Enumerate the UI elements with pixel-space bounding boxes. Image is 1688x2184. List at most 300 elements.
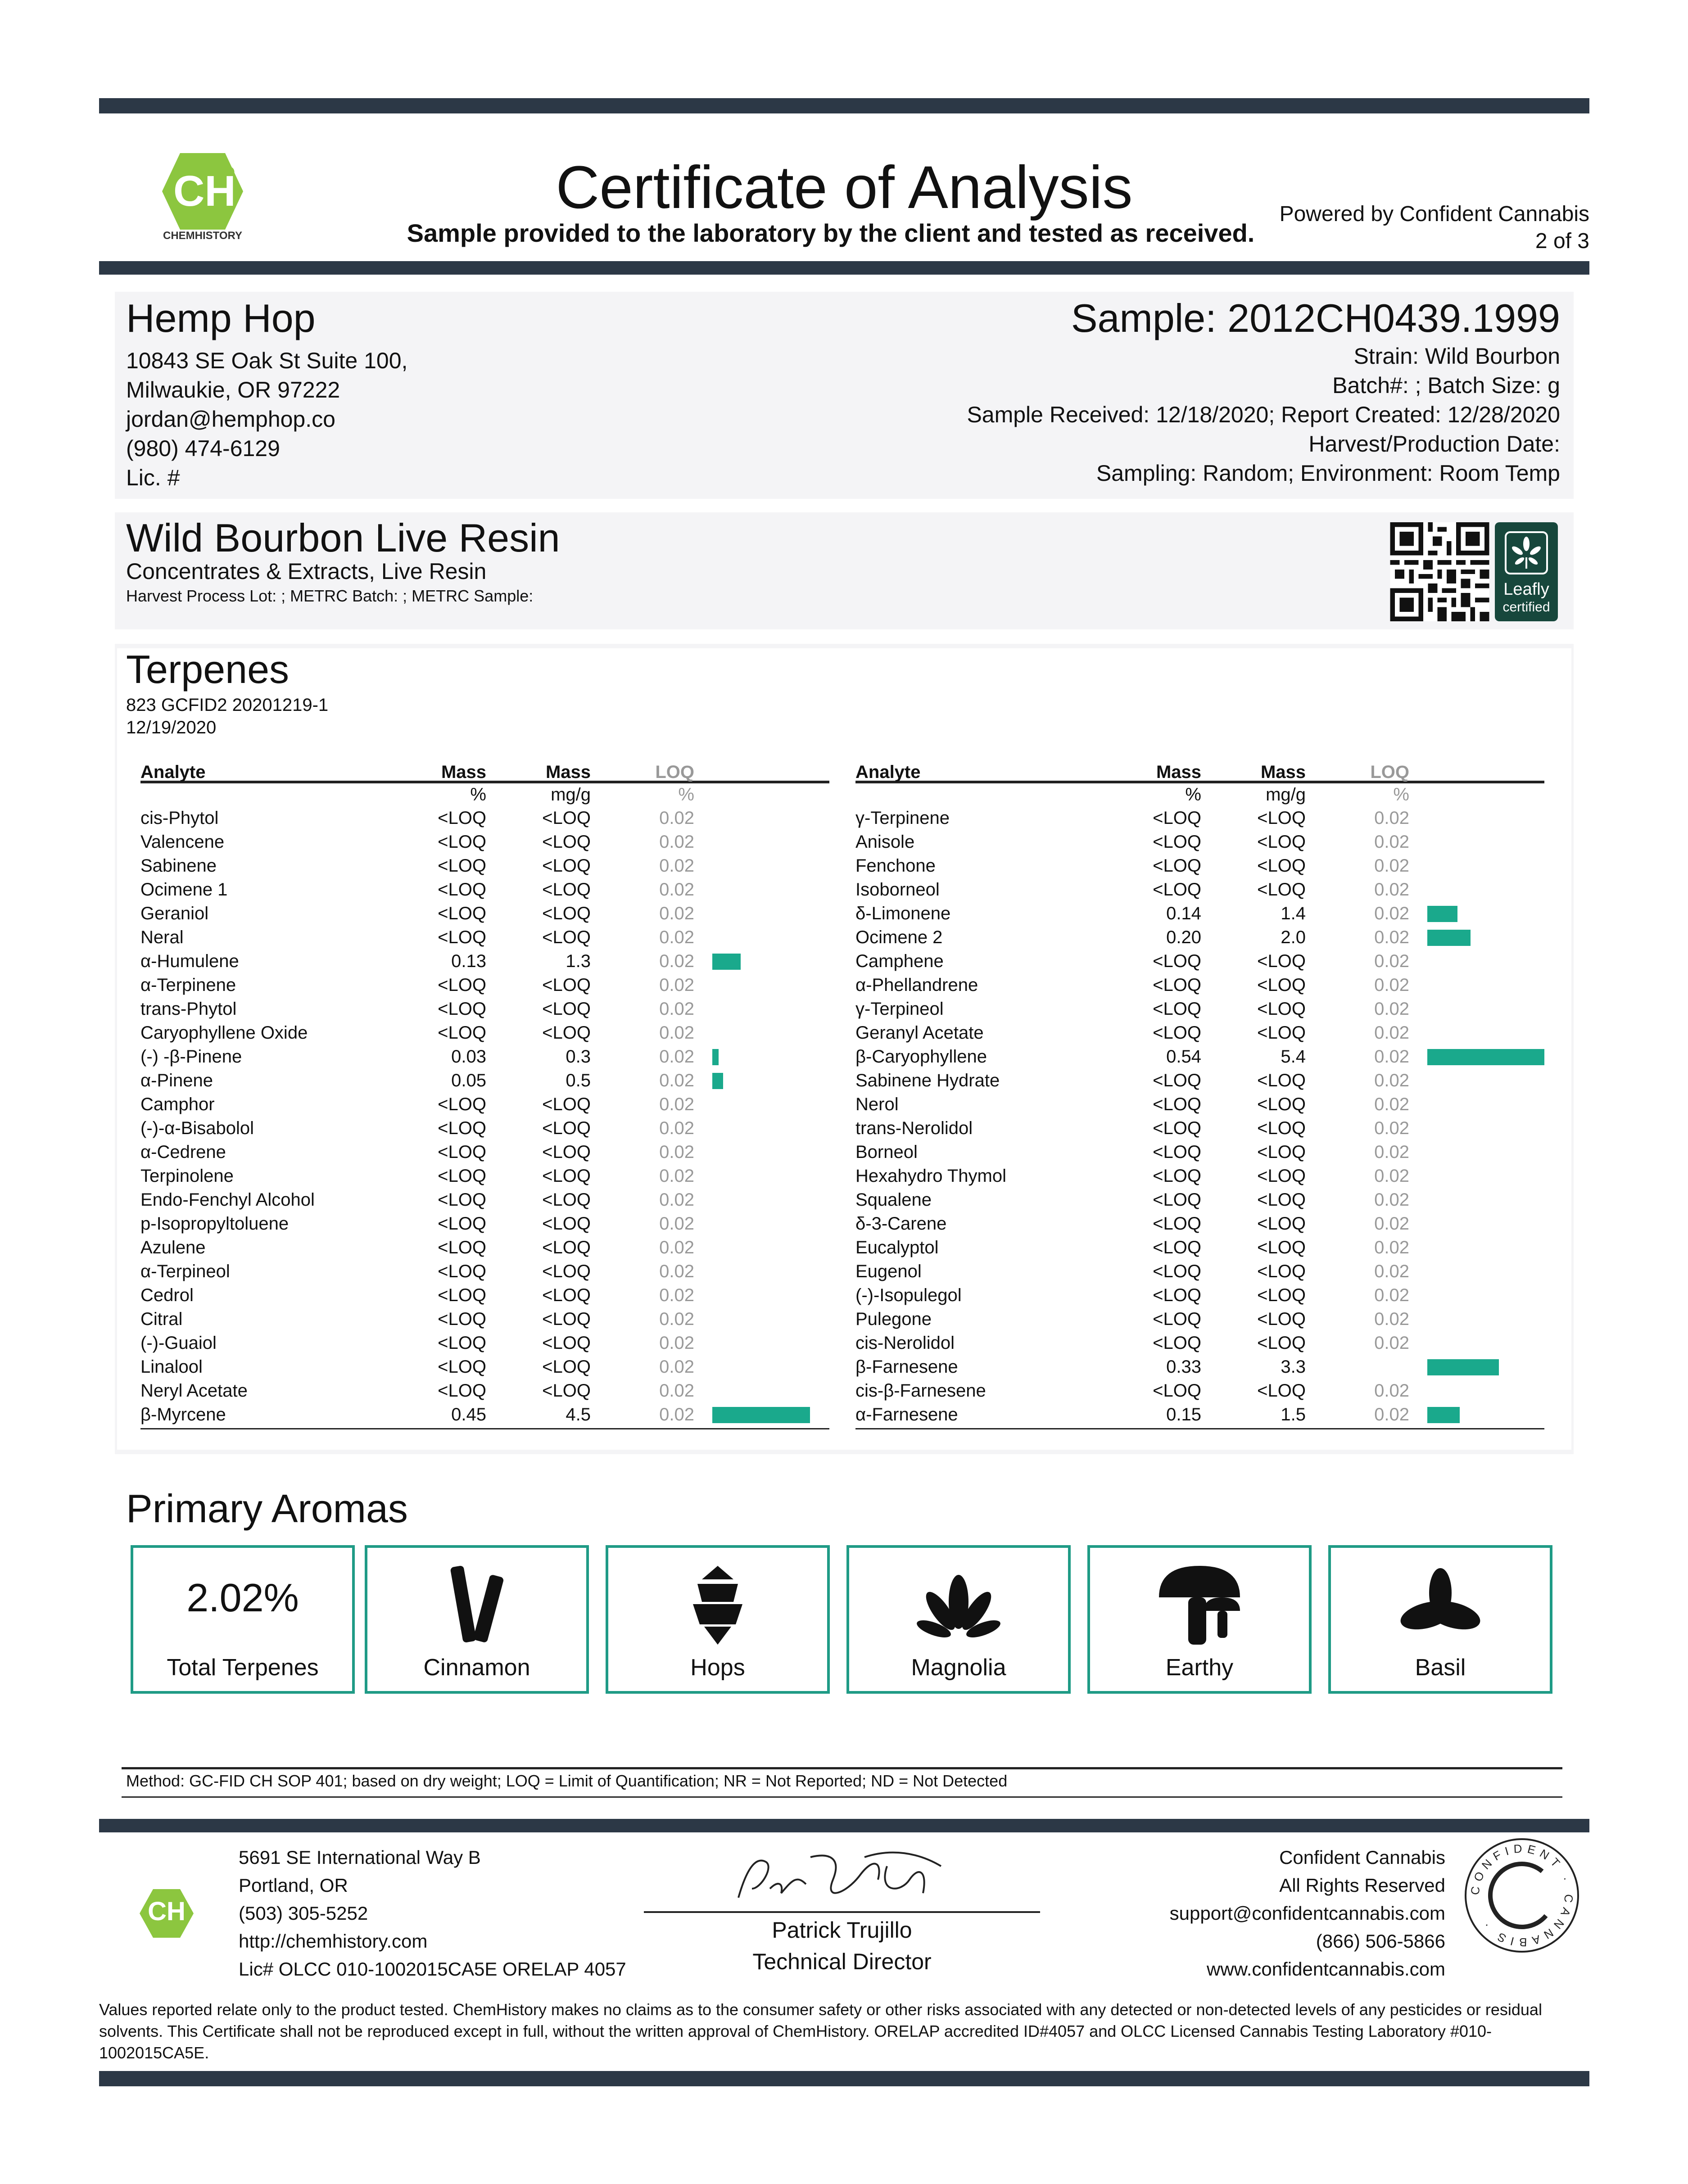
aroma-label-cinnamon: Cinnamon	[423, 1655, 530, 1681]
mass-pct: <LOQ	[438, 1023, 486, 1043]
mass-pct: <LOQ	[438, 880, 486, 900]
analyte-name: Sabinene	[140, 856, 217, 876]
loq-value: 0.02	[1374, 1190, 1409, 1210]
concentration-bar	[1427, 1407, 1460, 1423]
aroma-basil	[1328, 1545, 1552, 1694]
mass-mg: <LOQ	[542, 880, 591, 900]
analyte-name: δ-3-Carene	[855, 1214, 947, 1234]
header-analyte: Analyte	[140, 762, 206, 782]
table-row	[140, 974, 829, 998]
loq-value: 0.02	[659, 856, 694, 876]
table-row	[855, 855, 1544, 878]
signer-name: Patrick Trujillo	[772, 1917, 912, 1943]
mass-mg: 1.4	[1281, 904, 1306, 923]
table-row	[140, 1022, 829, 1045]
mass-pct: 0.03	[451, 1047, 486, 1067]
loq-value: 0.02	[1374, 1047, 1409, 1067]
table-row	[855, 1403, 1544, 1427]
lab-line2: Portland, OR	[239, 1875, 348, 1896]
header-divider	[99, 261, 1589, 275]
mass-mg: <LOQ	[542, 808, 591, 828]
loq-value: 0.02	[659, 1071, 694, 1090]
mass-pct: <LOQ	[1153, 1381, 1201, 1401]
loq-value: 0.02	[659, 1190, 694, 1210]
mass-mg: <LOQ	[1257, 880, 1306, 900]
loq-value: 0.02	[1374, 880, 1409, 900]
table-row	[140, 878, 829, 902]
mass-pct: <LOQ	[438, 1142, 486, 1162]
loq-value: 0.02	[659, 1214, 694, 1234]
sample-id: Sample: 2012CH0439.1999	[1071, 296, 1560, 340]
lab-line5: Lic# OLCC 010-1002015CA5E ORELAP 4057	[239, 1958, 626, 1980]
analyte-name: β-Myrcene	[140, 1405, 226, 1424]
analyte-name: Cedrol	[140, 1285, 194, 1305]
leafly-leaf-icon	[1504, 530, 1549, 575]
mass-mg: <LOQ	[542, 1023, 591, 1043]
analyte-name: (-)-Guaiol	[140, 1333, 217, 1353]
mass-mg: <LOQ	[1257, 1309, 1306, 1329]
sample-harvest: Harvest/Production Date:	[1308, 431, 1560, 457]
mass-mg: 3.3	[1281, 1357, 1306, 1377]
table-row	[140, 1308, 829, 1332]
mass-pct: <LOQ	[1153, 1285, 1201, 1305]
table-row	[140, 1093, 829, 1117]
page-number: 2 of 3	[1535, 229, 1589, 253]
mass-pct: <LOQ	[438, 999, 486, 1019]
loq-value: 0.02	[1374, 1285, 1409, 1305]
table-units	[855, 783, 1544, 807]
sample-batch: Batch#: ; Batch Size: g	[1332, 373, 1560, 398]
table-row	[855, 950, 1544, 974]
client-name: Hemp Hop	[126, 296, 316, 340]
loq-value: 0.02	[1374, 1309, 1409, 1329]
mass-mg: <LOQ	[1257, 1214, 1306, 1234]
mass-pct: 0.54	[1166, 1047, 1201, 1067]
table-row	[855, 1045, 1544, 1069]
mass-mg: <LOQ	[542, 904, 591, 923]
mass-mg: <LOQ	[1257, 1094, 1306, 1114]
analyte-name: β-Caryophyllene	[855, 1047, 987, 1067]
mass-mg: <LOQ	[542, 1333, 591, 1353]
loq-value: 0.02	[1374, 1094, 1409, 1114]
analyte-name: (-)-α-Bisabolol	[140, 1118, 254, 1138]
mass-mg: <LOQ	[1257, 1190, 1306, 1210]
analyte-name: cis-Nerolidol	[855, 1333, 955, 1353]
loq-value: 0.02	[1374, 1238, 1409, 1257]
client-license: Lic. #	[126, 465, 180, 490]
table-row	[140, 1356, 829, 1379]
sample-strain: Strain: Wild Bourbon	[1353, 344, 1560, 369]
mass-mg: <LOQ	[1257, 1262, 1306, 1281]
table-row	[855, 807, 1544, 831]
mass-pct: <LOQ	[1153, 1262, 1201, 1281]
mass-pct: <LOQ	[1153, 1214, 1201, 1234]
analyte-name: Neryl Acetate	[140, 1381, 248, 1401]
table-row	[855, 1022, 1544, 1045]
lab-line4[interactable]: http://chemhistory.com	[239, 1931, 428, 1952]
analyte-name: α-Cedrene	[140, 1142, 226, 1162]
mass-pct: <LOQ	[438, 975, 486, 995]
table-row	[140, 1141, 829, 1165]
table-row	[855, 831, 1544, 855]
client-email: jordan@hemphop.co	[126, 407, 335, 432]
table-header	[140, 761, 829, 783]
mass-pct: <LOQ	[438, 1214, 486, 1234]
mass-pct: <LOQ	[1153, 808, 1201, 828]
total-terpenes-label: Total Terpenes	[167, 1655, 319, 1681]
footer-logo-letters: CH	[148, 1897, 186, 1926]
mass-pct: <LOQ	[1153, 880, 1201, 900]
mass-mg: <LOQ	[542, 1190, 591, 1210]
analyte-name: Geraniol	[140, 904, 209, 923]
disclaimer: Values reported relate only to the product tested. ChemHistory makes no claims as to the consumer safety or other risks associated with any detected or non-detected levels of any pesticides or residual solvents. This Certificate shall not be reproduced except in full, without the written approval of ChemHistory. ORELAP accredited ID#4057 and OLCC Licensed Cannabis Testing Laboratory #010-1002015CA5E.	[99, 2000, 1542, 2062]
aroma-magnolia	[846, 1545, 1071, 1694]
mass-pct: 0.45	[451, 1405, 486, 1424]
cc-line2: All Rights Reserved	[1279, 1875, 1445, 1896]
loq-value: 0.02	[659, 1405, 694, 1424]
method-top-line	[122, 1767, 1562, 1769]
table-row	[140, 902, 829, 926]
logo-letters: CH	[173, 167, 236, 215]
mass-pct: <LOQ	[438, 904, 486, 923]
cc-line5[interactable]: www.confidentcannabis.com	[1207, 1958, 1445, 1980]
aroma-label-basil: Basil	[1415, 1655, 1466, 1681]
analyte-name: cis-β-Farnesene	[855, 1381, 986, 1401]
mass-pct: <LOQ	[1153, 856, 1201, 876]
mass-pct: <LOQ	[438, 1118, 486, 1138]
basil-icon	[1395, 1561, 1485, 1647]
signer-title: Technical Director	[752, 1949, 932, 1974]
analyte-name: (-) -β-Pinene	[140, 1047, 242, 1067]
signature-line	[644, 1911, 1040, 1913]
analyte-name: trans-Phytol	[140, 999, 237, 1019]
analyte-name: Isoborneol	[855, 880, 940, 900]
unit-pct: %	[1185, 785, 1201, 805]
leafly-certified: certified	[1502, 600, 1550, 615]
analyte-name: trans-Nerolidol	[855, 1118, 973, 1138]
logo-text: CHEMHISTORY	[163, 230, 242, 242]
loq-value: 0.02	[1374, 927, 1409, 947]
mass-mg: <LOQ	[542, 1214, 591, 1234]
concentration-bar	[1427, 1359, 1499, 1375]
mass-mg: <LOQ	[542, 1357, 591, 1377]
aroma-label-hops: Hops	[690, 1655, 745, 1681]
loq-value: 0.02	[1374, 1214, 1409, 1234]
mass-pct: 0.15	[1166, 1405, 1201, 1424]
analyte-name: p-Isopropyltoluene	[140, 1214, 289, 1234]
loq-value: 0.02	[1374, 1118, 1409, 1138]
table-row	[855, 1356, 1544, 1379]
analyte-name: γ-Terpinene	[855, 808, 950, 828]
loq-value: 0.02	[659, 1118, 694, 1138]
mass-pct: <LOQ	[1153, 1094, 1201, 1114]
loq-value: 0.02	[1374, 904, 1409, 923]
header-mass-mg: Mass	[1260, 762, 1306, 782]
header-loq: LOQ	[1370, 762, 1409, 782]
loq-value: 0.02	[659, 927, 694, 947]
loq-value: 0.02	[659, 1023, 694, 1043]
sample-dates: Sample Received: 12/18/2020; Report Created: 12/28/2020	[967, 402, 1560, 427]
table-row	[855, 878, 1544, 902]
cc-line3[interactable]: support@confidentcannabis.com	[1169, 1903, 1445, 1924]
top-bar	[99, 98, 1589, 113]
analyte-name: α-Phellandrene	[855, 975, 978, 995]
analyte-name: Ocimene 2	[855, 927, 943, 947]
analyte-name: Geranyl Acetate	[855, 1023, 984, 1043]
mass-pct: 0.33	[1166, 1357, 1201, 1377]
mass-mg: 0.5	[566, 1071, 591, 1090]
lab-line3: (503) 305-5252	[239, 1903, 368, 1924]
analyte-name: Anisole	[855, 832, 915, 852]
mass-pct: <LOQ	[1153, 1071, 1201, 1090]
mass-pct: <LOQ	[1153, 1238, 1201, 1257]
table-row	[855, 974, 1544, 998]
mass-pct: <LOQ	[438, 808, 486, 828]
loq-value: 0.02	[659, 808, 694, 828]
product-name: Wild Bourbon Live Resin	[126, 515, 560, 560]
loq-value: 0.02	[659, 1047, 694, 1067]
mass-pct: <LOQ	[1153, 832, 1201, 852]
loq-value: 0.02	[1374, 1023, 1409, 1043]
header-analyte: Analyte	[855, 762, 921, 782]
mass-pct: <LOQ	[438, 927, 486, 947]
analyte-name: Citral	[140, 1309, 183, 1329]
lab-line1: 5691 SE International Way B	[239, 1847, 481, 1868]
header-loq: LOQ	[655, 762, 694, 782]
aroma-label-earthy: Earthy	[1165, 1655, 1234, 1681]
terpenes-title: Terpenes	[126, 647, 290, 692]
table-row	[855, 1260, 1544, 1284]
magnolia-icon	[916, 1561, 1001, 1647]
loq-value: 0.02	[659, 1333, 694, 1353]
table-row	[855, 1332, 1544, 1356]
header-mass-pct: Mass	[1156, 762, 1201, 782]
mass-mg: <LOQ	[1257, 1023, 1306, 1043]
page-title: Certificate of Analysis	[556, 154, 1133, 221]
loq-value: 0.02	[1374, 1166, 1409, 1186]
mass-pct: <LOQ	[1153, 1190, 1201, 1210]
mass-mg: <LOQ	[542, 1118, 591, 1138]
cc-line4: (866) 506-5866	[1316, 1931, 1445, 1952]
loq-value: 0.02	[1374, 1381, 1409, 1401]
analyte-name: Hexahydro Thymol	[855, 1166, 1006, 1186]
client-address2: Milwaukie, OR 97222	[126, 377, 340, 402]
loq-value: 0.02	[659, 832, 694, 852]
mass-pct: <LOQ	[438, 1238, 486, 1257]
mass-mg: 2.0	[1281, 927, 1306, 947]
analyte-name: α-Pinene	[140, 1071, 213, 1090]
table-row	[855, 1308, 1544, 1332]
mass-mg: <LOQ	[1257, 1071, 1306, 1090]
header-mass-mg: Mass	[545, 762, 591, 782]
table-row	[140, 1403, 829, 1427]
table-row	[855, 1379, 1544, 1403]
analyte-name: Ocimene 1	[140, 880, 228, 900]
table-end-line	[140, 1428, 829, 1429]
mass-mg: 0.3	[566, 1047, 591, 1067]
table-row	[855, 1093, 1544, 1117]
mass-pct: <LOQ	[1153, 1166, 1201, 1186]
cinnamon-icon	[439, 1561, 515, 1647]
analyte-name: γ-Terpineol	[855, 999, 944, 1019]
table-row	[855, 1189, 1544, 1212]
loq-value: 0.02	[1374, 1142, 1409, 1162]
loq-value: 0.02	[659, 1285, 694, 1305]
mass-pct: <LOQ	[1153, 975, 1201, 995]
mass-mg: <LOQ	[1257, 951, 1306, 971]
analyte-name: Eucalyptol	[855, 1238, 939, 1257]
loq-value: 0.02	[1374, 808, 1409, 828]
mass-pct: <LOQ	[438, 832, 486, 852]
loq-value: 0.02	[1374, 975, 1409, 995]
loq-value: 0.02	[1374, 1262, 1409, 1281]
mass-mg: <LOQ	[542, 1285, 591, 1305]
aroma-cinnamon	[365, 1545, 589, 1694]
chemhistory-logo	[149, 149, 257, 243]
table-row	[855, 902, 1544, 926]
page-subtitle: Sample provided to the laboratory by the client and tested as received.	[407, 219, 1255, 247]
table-row	[140, 950, 829, 974]
loq-value: 0.02	[659, 999, 694, 1019]
loq-value: 0.02	[1374, 1071, 1409, 1090]
mass-pct: <LOQ	[1153, 1333, 1201, 1353]
concentration-bar	[1427, 1049, 1544, 1065]
loq-value: 0.02	[659, 975, 694, 995]
analyte-name: Sabinene Hydrate	[855, 1071, 1000, 1090]
mass-pct: 0.13	[451, 951, 486, 971]
mass-pct: <LOQ	[1153, 999, 1201, 1019]
mass-pct: <LOQ	[1153, 1118, 1201, 1138]
mass-mg: <LOQ	[542, 1166, 591, 1186]
table-row	[855, 1141, 1544, 1165]
table-row	[855, 1212, 1544, 1236]
mass-pct: <LOQ	[1153, 1142, 1201, 1162]
table-row	[855, 926, 1544, 950]
concentration-bar	[1427, 906, 1457, 922]
mass-mg: <LOQ	[1257, 832, 1306, 852]
table-row	[140, 1212, 829, 1236]
sample-sampling: Sampling: Random; Environment: Room Temp	[1096, 461, 1560, 486]
mass-pct: 0.05	[451, 1071, 486, 1090]
mass-mg: <LOQ	[542, 1262, 591, 1281]
cc-line1: Confident Cannabis	[1279, 1847, 1445, 1868]
aroma-hops	[606, 1545, 830, 1694]
mushroom-icon	[1154, 1561, 1245, 1647]
loq-value: 0.02	[659, 1262, 694, 1281]
mass-pct: <LOQ	[1153, 1023, 1201, 1043]
aroma-label-magnolia: Magnolia	[911, 1655, 1006, 1681]
table-row	[140, 998, 829, 1022]
mass-mg: <LOQ	[1257, 1118, 1306, 1138]
terpene-table-left	[140, 761, 829, 1429]
analyte-name: cis-Phytol	[140, 808, 219, 828]
analyte-name: Fenchone	[855, 856, 936, 876]
table-row	[140, 1045, 829, 1069]
mass-mg: 1.5	[1281, 1405, 1306, 1424]
table-row	[140, 1189, 829, 1212]
table-row	[140, 1284, 829, 1308]
method-note: Method: GC-FID CH SOP 401; based on dry weight; LOQ = Limit of Quantification; NR = Not Reported; ND = Not Detected	[126, 1772, 1008, 1790]
loq-value: 0.02	[659, 1094, 694, 1114]
mass-pct: <LOQ	[438, 1262, 486, 1281]
product-category: Concentrates & Extracts, Live Resin	[126, 559, 487, 584]
table-row	[855, 998, 1544, 1022]
loq-value: 0.02	[1374, 951, 1409, 971]
table-row	[855, 1236, 1544, 1260]
mass-mg: <LOQ	[1257, 1142, 1306, 1162]
mass-mg: <LOQ	[542, 975, 591, 995]
mass-pct: <LOQ	[1153, 951, 1201, 971]
mass-mg: <LOQ	[1257, 1381, 1306, 1401]
analyte-name: Borneol	[855, 1142, 918, 1162]
table-row	[140, 1260, 829, 1284]
table-units	[140, 783, 829, 807]
qr-code[interactable]	[1389, 522, 1490, 621]
loq-value: 0.02	[1374, 832, 1409, 852]
analyte-name: δ-Limonene	[855, 904, 951, 923]
analyte-name: Camphor	[140, 1094, 215, 1114]
mass-mg: <LOQ	[542, 1094, 591, 1114]
concentration-bar	[712, 1073, 723, 1089]
loq-value: 0.02	[1374, 999, 1409, 1019]
analyte-name: Camphene	[855, 951, 944, 971]
table-header	[855, 761, 1544, 783]
mass-mg: <LOQ	[1257, 975, 1306, 995]
mass-pct: <LOQ	[438, 1309, 486, 1329]
footer-chemhistory-logo	[135, 1886, 198, 1945]
mass-pct: <LOQ	[438, 1094, 486, 1114]
mass-pct: <LOQ	[438, 856, 486, 876]
aromas-title: Primary Aromas	[126, 1486, 408, 1531]
table-row	[140, 1332, 829, 1356]
mass-mg: <LOQ	[542, 927, 591, 947]
hops-icon	[679, 1561, 756, 1647]
mass-mg: <LOQ	[1257, 1285, 1306, 1305]
analyte-name: β-Farnesene	[855, 1357, 958, 1377]
mass-mg: <LOQ	[542, 1381, 591, 1401]
mass-mg: <LOQ	[1257, 1333, 1306, 1353]
loq-value: 0.02	[659, 880, 694, 900]
powered-by: Powered by Confident Cannabis	[1279, 202, 1589, 226]
mass-mg: <LOQ	[542, 999, 591, 1019]
unit-mg: mg/g	[551, 785, 591, 805]
unit-pct: %	[470, 785, 486, 805]
table-row	[140, 926, 829, 950]
concentration-bar	[712, 1407, 810, 1423]
header-mass-pct: Mass	[441, 762, 486, 782]
table-row	[140, 1069, 829, 1093]
unit-loq: %	[678, 785, 694, 805]
analyte-name: α-Farnesene	[855, 1405, 958, 1424]
mass-mg: <LOQ	[1257, 1238, 1306, 1257]
table-row	[140, 855, 829, 878]
table-row	[140, 1236, 829, 1260]
mass-pct: <LOQ	[438, 1190, 486, 1210]
analyte-name: α-Terpineol	[140, 1262, 230, 1281]
loq-value: 0.02	[659, 904, 694, 923]
table-row	[140, 1165, 829, 1189]
table-row	[140, 1379, 829, 1403]
aroma-earthy	[1087, 1545, 1312, 1694]
loq-value: 0.02	[1374, 856, 1409, 876]
loq-value: 0.02	[659, 951, 694, 971]
table-row	[855, 1069, 1544, 1093]
loq-value: 0.02	[659, 1238, 694, 1257]
analyte-name: Squalene	[855, 1190, 932, 1210]
leafly-label: Leafly	[1503, 580, 1549, 599]
mass-pct: <LOQ	[438, 1285, 486, 1305]
analyte-name: Endo-Fenchyl Alcohol	[140, 1190, 315, 1210]
